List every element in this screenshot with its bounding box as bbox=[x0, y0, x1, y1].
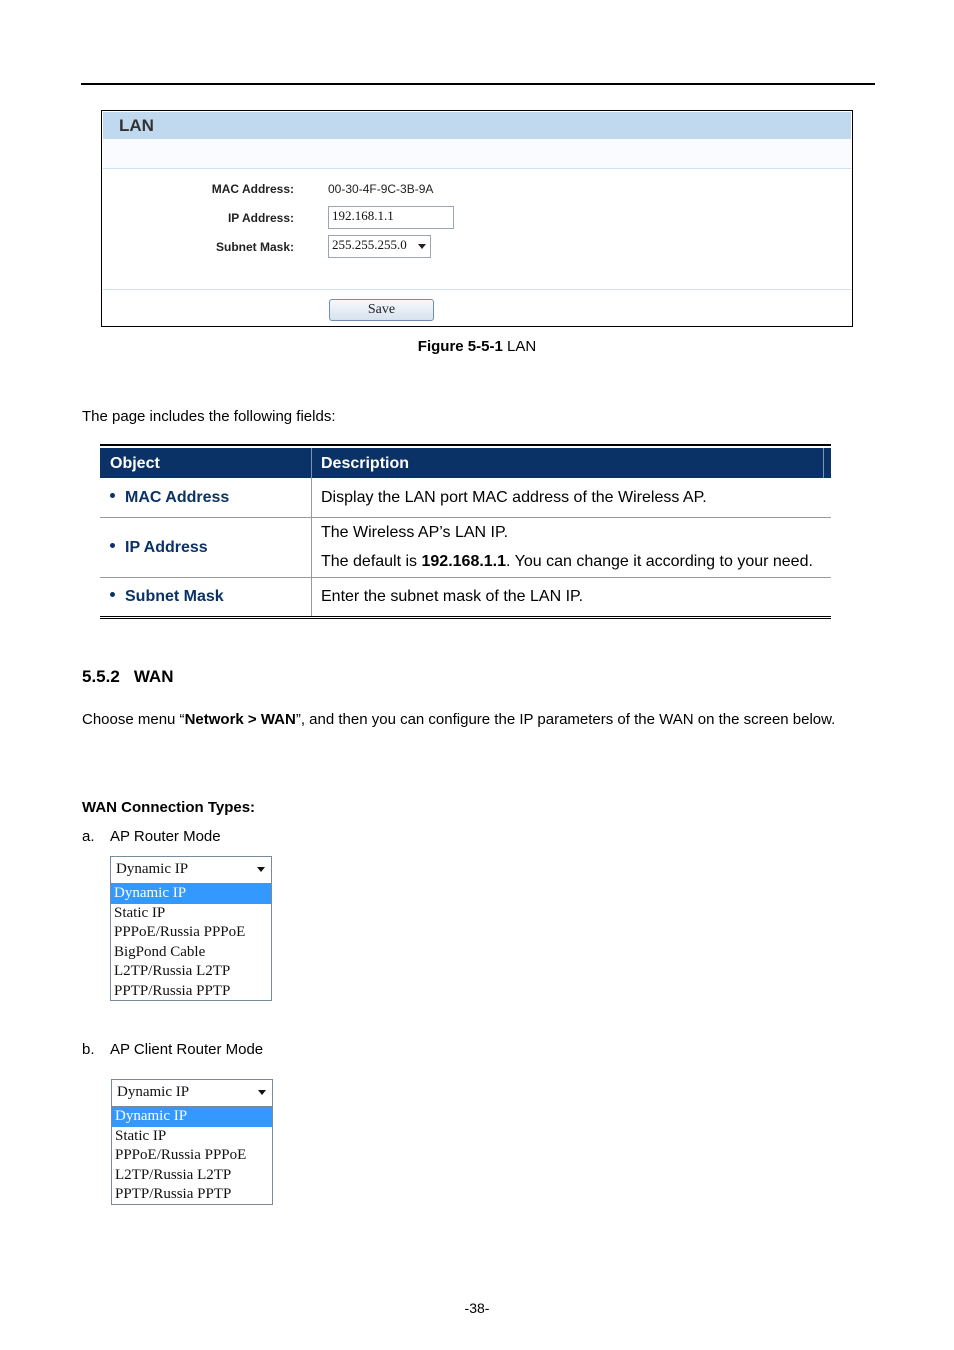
object-cell bbox=[110, 489, 229, 507]
subnet-mask-value: 255.255.255.0 bbox=[332, 237, 407, 252]
wan-type-dropdown-ap-client-router[interactable] bbox=[111, 1079, 273, 1205]
dropdown-option[interactable]: PPTP/Russia PPTP bbox=[115, 1186, 232, 1202]
dropdown-options bbox=[112, 1107, 272, 1205]
lan-panel-header bbox=[103, 112, 851, 139]
subnet-mask-label: Subnet Mask: bbox=[215, 240, 294, 254]
dropdown-option[interactable]: Static IP bbox=[115, 1127, 167, 1144]
list-marker-b: b. bbox=[82, 1041, 95, 1058]
ip-address-label: IP Address: bbox=[227, 211, 294, 225]
dropdown-option[interactable]: Dynamic IP bbox=[111, 884, 271, 904]
bullet-icon bbox=[110, 493, 115, 498]
wan-type-dropdown-ap-router[interactable] bbox=[110, 856, 272, 1001]
chevron-down-icon bbox=[257, 867, 265, 872]
section-heading bbox=[82, 667, 173, 687]
table-row bbox=[100, 518, 831, 578]
object-label: IP Address bbox=[125, 539, 208, 556]
dropdown-option[interactable]: PPTP/Russia PPTP bbox=[114, 982, 231, 999]
description-cell: Enter the subnet mask of the LAN IP. bbox=[321, 588, 584, 605]
header-rule bbox=[81, 83, 875, 85]
save-button[interactable]: Save bbox=[329, 299, 434, 321]
object-cell bbox=[110, 539, 208, 557]
figure-number: Figure 5-5-1 bbox=[417, 338, 503, 355]
header-divider bbox=[823, 448, 824, 478]
column-divider bbox=[311, 518, 312, 577]
description-text: The default is bbox=[321, 553, 422, 570]
dropdown-selected[interactable] bbox=[112, 1080, 272, 1107]
dropdown-selected[interactable] bbox=[111, 857, 271, 884]
chevron-down-icon bbox=[258, 1090, 266, 1095]
paragraph-text: ”, and then you can configure the IP parameters of the WAN on the screen below. bbox=[295, 711, 836, 728]
column-divider bbox=[311, 578, 312, 616]
dropdown-option[interactable]: PPPoE/Russia PPPoE bbox=[115, 1147, 247, 1163]
object-cell bbox=[110, 588, 224, 606]
dropdown-option[interactable]: PPPoE/Russia PPPoE bbox=[114, 924, 246, 940]
header-divider bbox=[311, 448, 312, 478]
bullet-icon bbox=[110, 543, 115, 548]
lan-settings-panel bbox=[101, 110, 853, 327]
dropdown-options bbox=[111, 884, 271, 1001]
dropdown-option[interactable]: L2TP/Russia L2TP bbox=[115, 1166, 232, 1183]
default-ip-value: 192.168.1.1 bbox=[421, 553, 507, 570]
lan-panel-title: LAN bbox=[119, 116, 154, 135]
mode-a-label: AP Router Mode bbox=[110, 828, 221, 845]
page-number: -38- bbox=[464, 1300, 490, 1316]
dropdown-option[interactable]: Dynamic IP bbox=[112, 1107, 272, 1127]
types-heading: WAN Connection Types: bbox=[82, 799, 256, 816]
lan-footer-divider bbox=[103, 289, 851, 290]
list-marker-a: a. bbox=[82, 828, 95, 845]
description-text: . You can change it according to your need. bbox=[506, 553, 813, 570]
ip-address-input[interactable]: 192.168.1.1 bbox=[328, 206, 454, 229]
menu-path: Network > WAN bbox=[184, 711, 296, 728]
description-cell: Display the LAN port MAC address of the Wireless AP. bbox=[321, 489, 707, 506]
table-row bbox=[100, 478, 831, 518]
object-label: MAC Address bbox=[125, 489, 230, 506]
dropdown-option[interactable]: L2TP/Russia L2TP bbox=[114, 963, 231, 979]
paragraph-text: Choose menu “ bbox=[82, 711, 185, 728]
dropdown-selected-value: Dynamic IP bbox=[117, 1084, 190, 1100]
dropdown-option[interactable]: BigPond Cable bbox=[114, 943, 206, 960]
section-paragraph bbox=[82, 705, 872, 734]
dropdown-selected-value: Dynamic IP bbox=[116, 861, 189, 877]
description-line: The Wireless AP’s LAN IP. bbox=[321, 524, 509, 541]
intro-text: The page includes the following fields: bbox=[82, 408, 336, 425]
description-line bbox=[321, 553, 813, 571]
lan-panel-subheader bbox=[103, 139, 851, 169]
chevron-down-icon bbox=[418, 244, 426, 249]
table-header bbox=[100, 448, 831, 478]
figure-title: LAN bbox=[502, 338, 537, 355]
section-title: WAN bbox=[133, 667, 174, 686]
table-top-rule bbox=[100, 444, 831, 446]
object-label: Subnet Mask bbox=[125, 588, 224, 605]
dropdown-option[interactable]: Static IP bbox=[114, 904, 166, 921]
column-header-object: Object bbox=[110, 455, 160, 472]
mode-b-label: AP Client Router Mode bbox=[110, 1041, 264, 1058]
mac-address-label: MAC Address: bbox=[211, 182, 294, 196]
subnet-mask-select[interactable] bbox=[328, 235, 431, 258]
bullet-icon bbox=[110, 592, 115, 597]
column-divider bbox=[311, 478, 312, 517]
table-row bbox=[100, 578, 831, 616]
column-header-description: Description bbox=[321, 455, 410, 472]
table-bottom-rule bbox=[100, 616, 831, 619]
mac-address-value: 00-30-4F-9C-3B-9A bbox=[328, 182, 434, 196]
section-number: 5.5.2 bbox=[82, 667, 120, 686]
figure-caption bbox=[0, 338, 954, 355]
